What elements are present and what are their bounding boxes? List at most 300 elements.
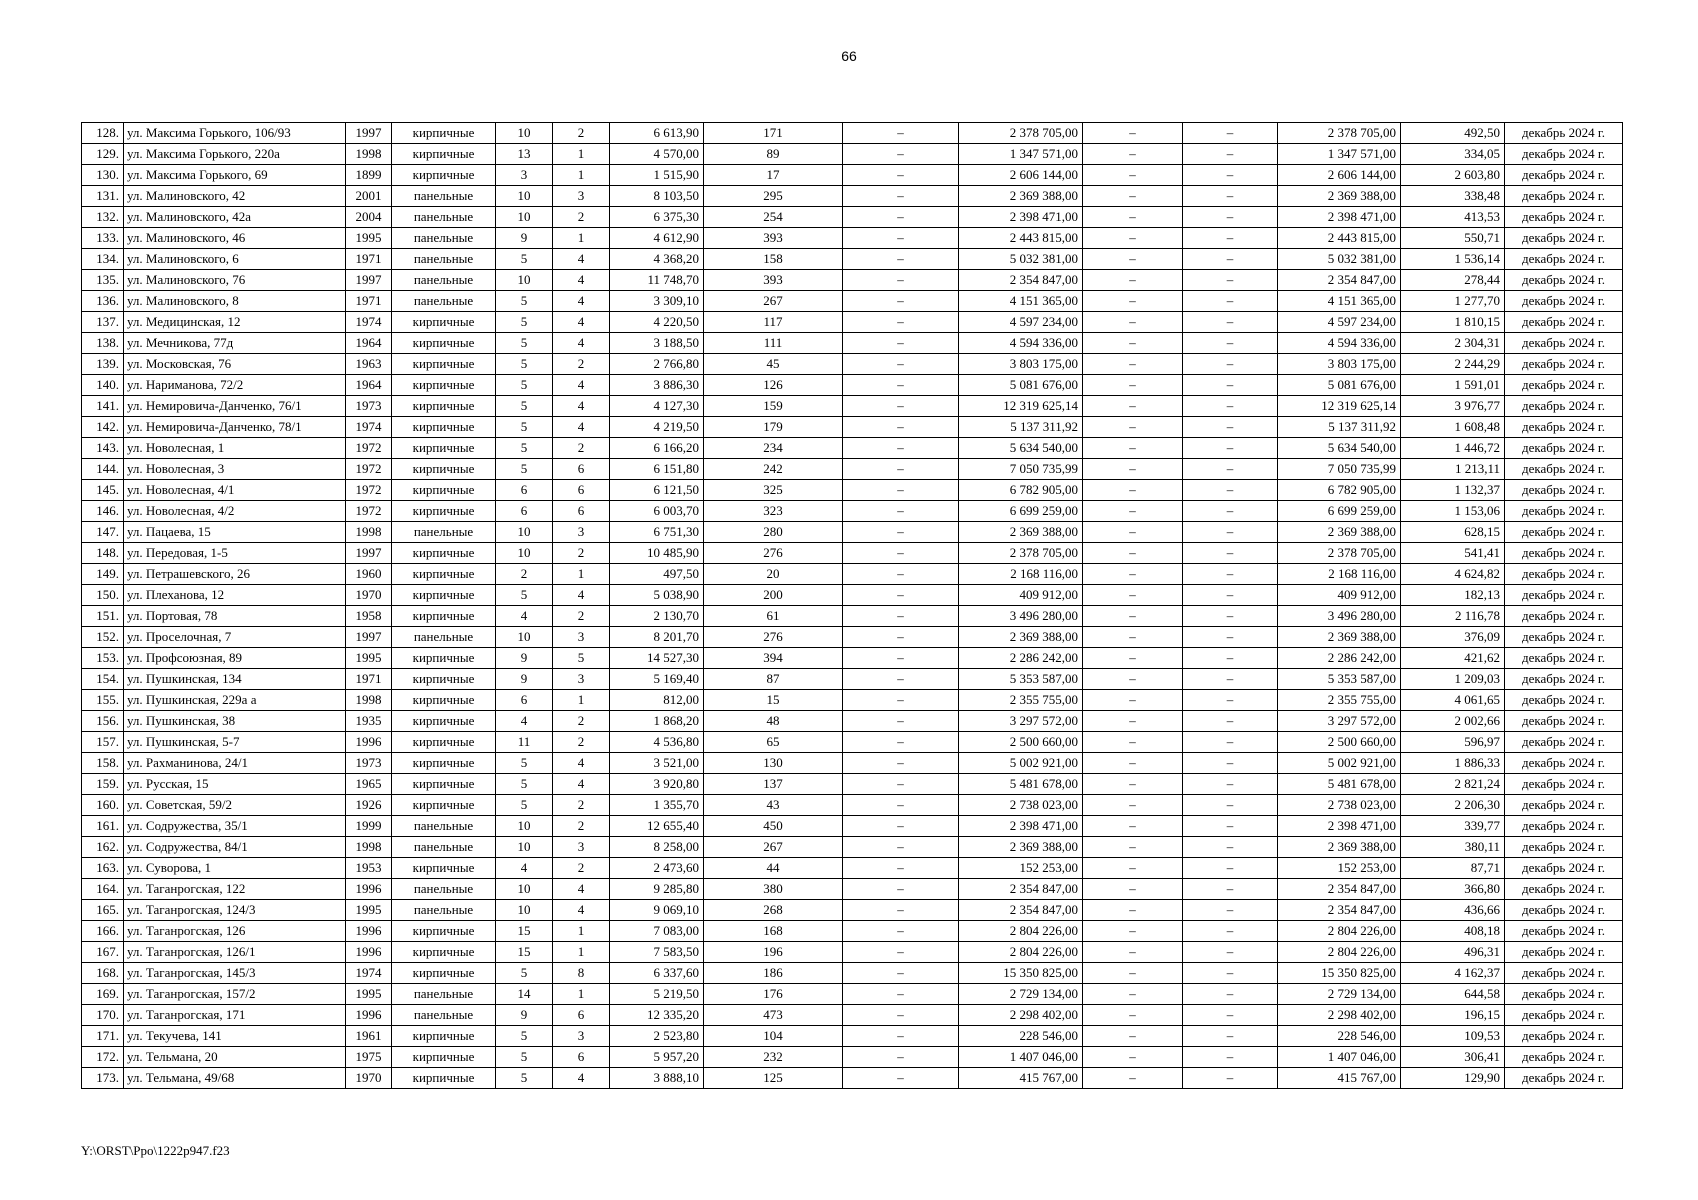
cell-entrances: 4	[553, 249, 610, 270]
cell-deadline: декабрь 2024 г.	[1505, 186, 1623, 207]
cell-year: 1973	[346, 396, 392, 417]
cell-year: 1996	[346, 921, 392, 942]
cell-year: 1997	[346, 627, 392, 648]
cell-unit-cost: 2 603,80	[1401, 165, 1505, 186]
cell-material: кирпичные	[392, 501, 496, 522]
cell-cost-b: –	[1083, 879, 1183, 900]
cell-year: 1974	[346, 417, 392, 438]
cell-total-cost: 5 002 921,00	[959, 753, 1083, 774]
cell-year: 1998	[346, 690, 392, 711]
cell-cost-a: –	[843, 438, 959, 459]
cell-total-cost: 152 253,00	[959, 858, 1083, 879]
cell-year: 1971	[346, 669, 392, 690]
cell-deadline: декабрь 2024 г.	[1505, 774, 1623, 795]
cell-entrances: 4	[553, 291, 610, 312]
table-row	[82, 249, 1623, 270]
cell-cost-b: –	[1083, 291, 1183, 312]
cell-year: 1964	[346, 375, 392, 396]
cell-cost-c: –	[1183, 291, 1278, 312]
cell-residents: 126	[704, 375, 843, 396]
cell-deadline: декабрь 2024 г.	[1505, 1068, 1623, 1089]
cell-year: 1971	[346, 249, 392, 270]
cell-material: панельные	[392, 270, 496, 291]
cell-cost-d: 15 350 825,00	[1278, 963, 1401, 984]
cell-area: 4 220,50	[610, 312, 704, 333]
cell-cost-c: –	[1183, 774, 1278, 795]
cell-total-cost: 2 354 847,00	[959, 270, 1083, 291]
cell-cost-a: –	[843, 606, 959, 627]
table-row	[82, 732, 1623, 753]
cell-total-cost: 2 804 226,00	[959, 921, 1083, 942]
table-row	[82, 900, 1623, 921]
cell-residents: 48	[704, 711, 843, 732]
cell-total-cost: 2 398 471,00	[959, 207, 1083, 228]
cell-material: кирпичные	[392, 333, 496, 354]
cell-area: 11 748,70	[610, 270, 704, 291]
cell-year: 1961	[346, 1026, 392, 1047]
cell-cost-a: –	[843, 1005, 959, 1026]
cell-no: 171.	[82, 1026, 124, 1047]
cell-no: 136.	[82, 291, 124, 312]
cell-cost-c: –	[1183, 186, 1278, 207]
cell-cost-b: –	[1083, 375, 1183, 396]
cell-cost-c: –	[1183, 753, 1278, 774]
cell-cost-b: –	[1083, 480, 1183, 501]
cell-floors: 5	[496, 354, 553, 375]
cell-no: 161.	[82, 816, 124, 837]
cell-total-cost: 2 354 847,00	[959, 879, 1083, 900]
cell-no: 145.	[82, 480, 124, 501]
cell-material: панельные	[392, 291, 496, 312]
cell-address: ул. Малиновского, 42а	[124, 207, 346, 228]
cell-deadline: декабрь 2024 г.	[1505, 753, 1623, 774]
cell-floors: 5	[496, 1026, 553, 1047]
cell-cost-c: –	[1183, 900, 1278, 921]
table-row	[82, 564, 1623, 585]
cell-year: 1995	[346, 984, 392, 1005]
cell-area: 6 166,20	[610, 438, 704, 459]
cell-address: ул. Медицинская, 12	[124, 312, 346, 333]
cell-residents: 254	[704, 207, 843, 228]
cell-cost-d: 2 355 755,00	[1278, 690, 1401, 711]
cell-cost-c: –	[1183, 816, 1278, 837]
cell-unit-cost: 492,50	[1401, 123, 1505, 144]
cell-cost-c: –	[1183, 123, 1278, 144]
cell-cost-c: –	[1183, 795, 1278, 816]
cell-unit-cost: 4 061,65	[1401, 690, 1505, 711]
cell-cost-c: –	[1183, 627, 1278, 648]
cell-floors: 10	[496, 837, 553, 858]
cell-area: 6 121,50	[610, 480, 704, 501]
cell-year: 1970	[346, 1068, 392, 1089]
table-row	[82, 774, 1623, 795]
cell-cost-a: –	[843, 186, 959, 207]
cell-cost-d: 3 496 280,00	[1278, 606, 1401, 627]
cell-cost-a: –	[843, 963, 959, 984]
cell-total-cost: 15 350 825,00	[959, 963, 1083, 984]
cell-cost-a: –	[843, 375, 959, 396]
cell-cost-a: –	[843, 753, 959, 774]
cell-floors: 5	[496, 795, 553, 816]
cell-unit-cost: 421,62	[1401, 648, 1505, 669]
cell-floors: 10	[496, 522, 553, 543]
cell-cost-d: 5 137 311,92	[1278, 417, 1401, 438]
cell-material: панельные	[392, 1005, 496, 1026]
cell-deadline: декабрь 2024 г.	[1505, 921, 1623, 942]
cell-area: 9 285,80	[610, 879, 704, 900]
cell-no: 146.	[82, 501, 124, 522]
cell-cost-a: –	[843, 312, 959, 333]
cell-floors: 5	[496, 585, 553, 606]
cell-unit-cost: 3 976,77	[1401, 396, 1505, 417]
cell-deadline: декабрь 2024 г.	[1505, 606, 1623, 627]
cell-cost-a: –	[843, 858, 959, 879]
cell-no: 164.	[82, 879, 124, 900]
cell-area: 4 570,00	[610, 144, 704, 165]
cell-material: панельные	[392, 837, 496, 858]
table-row	[82, 438, 1623, 459]
cell-material: панельные	[392, 627, 496, 648]
cell-cost-d: 12 319 625,14	[1278, 396, 1401, 417]
table-row	[82, 690, 1623, 711]
cell-area: 2 766,80	[610, 354, 704, 375]
cell-total-cost: 228 546,00	[959, 1026, 1083, 1047]
cell-deadline: декабрь 2024 г.	[1505, 984, 1623, 1005]
cell-total-cost: 1 347 571,00	[959, 144, 1083, 165]
cell-cost-b: –	[1083, 165, 1183, 186]
cell-deadline: декабрь 2024 г.	[1505, 501, 1623, 522]
cell-area: 5 219,50	[610, 984, 704, 1005]
cell-cost-b: –	[1083, 774, 1183, 795]
table-row	[82, 354, 1623, 375]
cell-cost-c: –	[1183, 459, 1278, 480]
cell-cost-b: –	[1083, 270, 1183, 291]
cell-cost-d: 4 597 234,00	[1278, 312, 1401, 333]
cell-unit-cost: 2 821,24	[1401, 774, 1505, 795]
cell-cost-d: 152 253,00	[1278, 858, 1401, 879]
cell-no: 132.	[82, 207, 124, 228]
cell-material: кирпичные	[392, 711, 496, 732]
cell-area: 3 888,10	[610, 1068, 704, 1089]
cell-entrances: 2	[553, 858, 610, 879]
cell-total-cost: 12 319 625,14	[959, 396, 1083, 417]
cell-cost-d: 1 407 046,00	[1278, 1047, 1401, 1068]
cell-address: ул. Малиновского, 76	[124, 270, 346, 291]
cell-address: ул. Таганрогская, 122	[124, 879, 346, 900]
cell-cost-c: –	[1183, 312, 1278, 333]
cell-cost-c: –	[1183, 207, 1278, 228]
cell-area: 3 521,00	[610, 753, 704, 774]
cell-residents: 267	[704, 291, 843, 312]
cell-residents: 104	[704, 1026, 843, 1047]
cell-unit-cost: 413,53	[1401, 207, 1505, 228]
cell-floors: 10	[496, 627, 553, 648]
cell-area: 1 355,70	[610, 795, 704, 816]
cell-floors: 5	[496, 249, 553, 270]
cell-floors: 4	[496, 606, 553, 627]
cell-unit-cost: 4 624,82	[1401, 564, 1505, 585]
cell-residents: 380	[704, 879, 843, 900]
table-row	[82, 879, 1623, 900]
cell-material: кирпичные	[392, 480, 496, 501]
cell-material: кирпичные	[392, 438, 496, 459]
cell-cost-c: –	[1183, 522, 1278, 543]
cell-total-cost: 5 137 311,92	[959, 417, 1083, 438]
cell-unit-cost: 306,41	[1401, 1047, 1505, 1068]
cell-year: 1998	[346, 522, 392, 543]
cell-address: ул. Содружества, 35/1	[124, 816, 346, 837]
cell-residents: 20	[704, 564, 843, 585]
cell-cost-b: –	[1083, 753, 1183, 774]
cell-address: ул. Мечникова, 77д	[124, 333, 346, 354]
cell-cost-d: 415 767,00	[1278, 1068, 1401, 1089]
cell-cost-b: –	[1083, 522, 1183, 543]
cell-residents: 200	[704, 585, 843, 606]
cell-cost-b: –	[1083, 732, 1183, 753]
cell-entrances: 6	[553, 501, 610, 522]
cell-cost-d: 2 804 226,00	[1278, 942, 1401, 963]
cell-floors: 5	[496, 396, 553, 417]
cell-floors: 10	[496, 270, 553, 291]
cell-material: кирпичные	[392, 1026, 496, 1047]
cell-unit-cost: 541,41	[1401, 543, 1505, 564]
cell-year: 1995	[346, 648, 392, 669]
cell-year: 1996	[346, 942, 392, 963]
cell-total-cost: 2 378 705,00	[959, 123, 1083, 144]
cell-deadline: декабрь 2024 г.	[1505, 858, 1623, 879]
cell-deadline: декабрь 2024 г.	[1505, 585, 1623, 606]
cell-cost-c: –	[1183, 963, 1278, 984]
cell-total-cost: 2 729 134,00	[959, 984, 1083, 1005]
cell-deadline: декабрь 2024 г.	[1505, 207, 1623, 228]
cell-year: 1965	[346, 774, 392, 795]
cell-entrances: 1	[553, 228, 610, 249]
cell-cost-c: –	[1183, 858, 1278, 879]
cell-floors: 5	[496, 963, 553, 984]
cell-deadline: декабрь 2024 г.	[1505, 438, 1623, 459]
cell-cost-b: –	[1083, 1005, 1183, 1026]
cell-total-cost: 4 594 336,00	[959, 333, 1083, 354]
cell-no: 142.	[82, 417, 124, 438]
cell-entrances: 3	[553, 1026, 610, 1047]
cell-unit-cost: 496,31	[1401, 942, 1505, 963]
cell-material: кирпичные	[392, 417, 496, 438]
cell-material: панельные	[392, 207, 496, 228]
cell-floors: 10	[496, 879, 553, 900]
cell-area: 8 201,70	[610, 627, 704, 648]
cell-cost-c: –	[1183, 690, 1278, 711]
cell-cost-c: –	[1183, 648, 1278, 669]
cell-residents: 125	[704, 1068, 843, 1089]
cell-deadline: декабрь 2024 г.	[1505, 879, 1623, 900]
page-number: 66	[841, 48, 857, 64]
cell-cost-a: –	[843, 795, 959, 816]
cell-total-cost: 2 369 388,00	[959, 837, 1083, 858]
cell-unit-cost: 1 213,11	[1401, 459, 1505, 480]
cell-entrances: 6	[553, 1005, 610, 1026]
cell-entrances: 4	[553, 333, 610, 354]
cell-area: 8 103,50	[610, 186, 704, 207]
cell-total-cost: 2 378 705,00	[959, 543, 1083, 564]
cell-cost-d: 3 803 175,00	[1278, 354, 1401, 375]
cell-cost-d: 2 369 388,00	[1278, 627, 1401, 648]
cell-cost-a: –	[843, 879, 959, 900]
cell-area: 497,50	[610, 564, 704, 585]
cell-unit-cost: 1 608,48	[1401, 417, 1505, 438]
cell-deadline: декабрь 2024 г.	[1505, 1026, 1623, 1047]
cell-no: 143.	[82, 438, 124, 459]
cell-no: 156.	[82, 711, 124, 732]
table-row	[82, 522, 1623, 543]
cell-year: 1958	[346, 606, 392, 627]
cell-year: 1972	[346, 438, 392, 459]
cell-address: ул. Таганрогская, 124/3	[124, 900, 346, 921]
cell-floors: 5	[496, 1068, 553, 1089]
cell-cost-c: –	[1183, 669, 1278, 690]
cell-cost-a: –	[843, 942, 959, 963]
cell-area: 6 375,30	[610, 207, 704, 228]
cell-residents: 158	[704, 249, 843, 270]
cell-total-cost: 2 369 388,00	[959, 627, 1083, 648]
cell-material: панельные	[392, 879, 496, 900]
cell-cost-b: –	[1083, 648, 1183, 669]
table-row	[82, 1047, 1623, 1068]
cell-floors: 4	[496, 858, 553, 879]
cell-total-cost: 2 369 388,00	[959, 186, 1083, 207]
cell-material: кирпичные	[392, 543, 496, 564]
cell-address: ул. Таганрогская, 157/2	[124, 984, 346, 1005]
cell-year: 1997	[346, 543, 392, 564]
cell-material: кирпичные	[392, 606, 496, 627]
cell-no: 147.	[82, 522, 124, 543]
cell-cost-c: –	[1183, 1026, 1278, 1047]
cell-floors: 6	[496, 501, 553, 522]
cell-cost-b: –	[1083, 1047, 1183, 1068]
table-body	[82, 123, 1623, 1089]
cell-area: 5 038,90	[610, 585, 704, 606]
cell-unit-cost: 1 153,06	[1401, 501, 1505, 522]
cell-cost-d: 2 168 116,00	[1278, 564, 1401, 585]
cell-unit-cost: 334,05	[1401, 144, 1505, 165]
cell-floors: 13	[496, 144, 553, 165]
cell-address: ул. Пушкинская, 38	[124, 711, 346, 732]
cell-unit-cost: 1 446,72	[1401, 438, 1505, 459]
cell-cost-c: –	[1183, 333, 1278, 354]
cell-cost-b: –	[1083, 459, 1183, 480]
cell-year: 1995	[346, 900, 392, 921]
table-row	[82, 1005, 1623, 1026]
cell-entrances: 2	[553, 795, 610, 816]
cell-cost-a: –	[843, 270, 959, 291]
cell-entrances: 2	[553, 711, 610, 732]
cell-deadline: декабрь 2024 г.	[1505, 228, 1623, 249]
cell-floors: 11	[496, 732, 553, 753]
cell-cost-a: –	[843, 669, 959, 690]
cell-floors: 2	[496, 564, 553, 585]
table-row	[82, 480, 1623, 501]
cell-cost-a: –	[843, 480, 959, 501]
cell-material: кирпичные	[392, 375, 496, 396]
cell-cost-d: 2 729 134,00	[1278, 984, 1401, 1005]
cell-cost-c: –	[1183, 249, 1278, 270]
cell-cost-d: 2 286 242,00	[1278, 648, 1401, 669]
cell-area: 3 920,80	[610, 774, 704, 795]
cell-no: 172.	[82, 1047, 124, 1068]
cell-total-cost: 3 496 280,00	[959, 606, 1083, 627]
cell-cost-a: –	[843, 228, 959, 249]
cell-area: 4 368,20	[610, 249, 704, 270]
cell-residents: 242	[704, 459, 843, 480]
cell-cost-b: –	[1083, 1026, 1183, 1047]
file-path: Y:\ORST\Ppo\1222p947.f23	[81, 1143, 230, 1158]
cell-year: 1996	[346, 732, 392, 753]
cell-total-cost: 2 443 815,00	[959, 228, 1083, 249]
cell-residents: 450	[704, 816, 843, 837]
cell-no: 128.	[82, 123, 124, 144]
cell-cost-c: –	[1183, 438, 1278, 459]
cell-floors: 10	[496, 186, 553, 207]
cell-cost-b: –	[1083, 690, 1183, 711]
cell-cost-b: –	[1083, 627, 1183, 648]
cell-residents: 234	[704, 438, 843, 459]
cell-cost-a: –	[843, 1026, 959, 1047]
cell-unit-cost: 1 132,37	[1401, 480, 1505, 501]
cell-residents: 168	[704, 921, 843, 942]
cell-material: кирпичные	[392, 1068, 496, 1089]
cell-address: ул. Профсоюзная, 89	[124, 648, 346, 669]
cell-area: 4 536,80	[610, 732, 704, 753]
cell-entrances: 3	[553, 522, 610, 543]
cell-address: ул. Нариманова, 72/2	[124, 375, 346, 396]
cell-area: 5 957,20	[610, 1047, 704, 1068]
cell-unit-cost: 4 162,37	[1401, 963, 1505, 984]
cell-floors: 10	[496, 123, 553, 144]
cell-cost-a: –	[843, 984, 959, 1005]
table-row	[82, 417, 1623, 438]
cell-area: 6 613,90	[610, 123, 704, 144]
cell-entrances: 2	[553, 123, 610, 144]
housing-registry-table	[81, 122, 1623, 1089]
cell-total-cost: 2 286 242,00	[959, 648, 1083, 669]
cell-entrances: 4	[553, 774, 610, 795]
cell-unit-cost: 376,09	[1401, 627, 1505, 648]
cell-residents: 44	[704, 858, 843, 879]
table-row	[82, 459, 1623, 480]
cell-entrances: 4	[553, 900, 610, 921]
cell-floors: 9	[496, 228, 553, 249]
cell-deadline: декабрь 2024 г.	[1505, 396, 1623, 417]
cell-area: 9 069,10	[610, 900, 704, 921]
cell-material: панельные	[392, 816, 496, 837]
cell-unit-cost: 436,66	[1401, 900, 1505, 921]
cell-cost-d: 3 297 572,00	[1278, 711, 1401, 732]
cell-no: 155.	[82, 690, 124, 711]
cell-address: ул. Тельмана, 49/68	[124, 1068, 346, 1089]
cell-residents: 393	[704, 228, 843, 249]
cell-unit-cost: 1 209,03	[1401, 669, 1505, 690]
cell-entrances: 2	[553, 354, 610, 375]
cell-no: 160.	[82, 795, 124, 816]
cell-residents: 196	[704, 942, 843, 963]
cell-total-cost: 5 032 381,00	[959, 249, 1083, 270]
cell-cost-d: 6 699 259,00	[1278, 501, 1401, 522]
cell-no: 131.	[82, 186, 124, 207]
cell-total-cost: 2 354 847,00	[959, 900, 1083, 921]
table-row	[82, 837, 1623, 858]
cell-entrances: 4	[553, 270, 610, 291]
cell-area: 2 523,80	[610, 1026, 704, 1047]
cell-residents: 65	[704, 732, 843, 753]
